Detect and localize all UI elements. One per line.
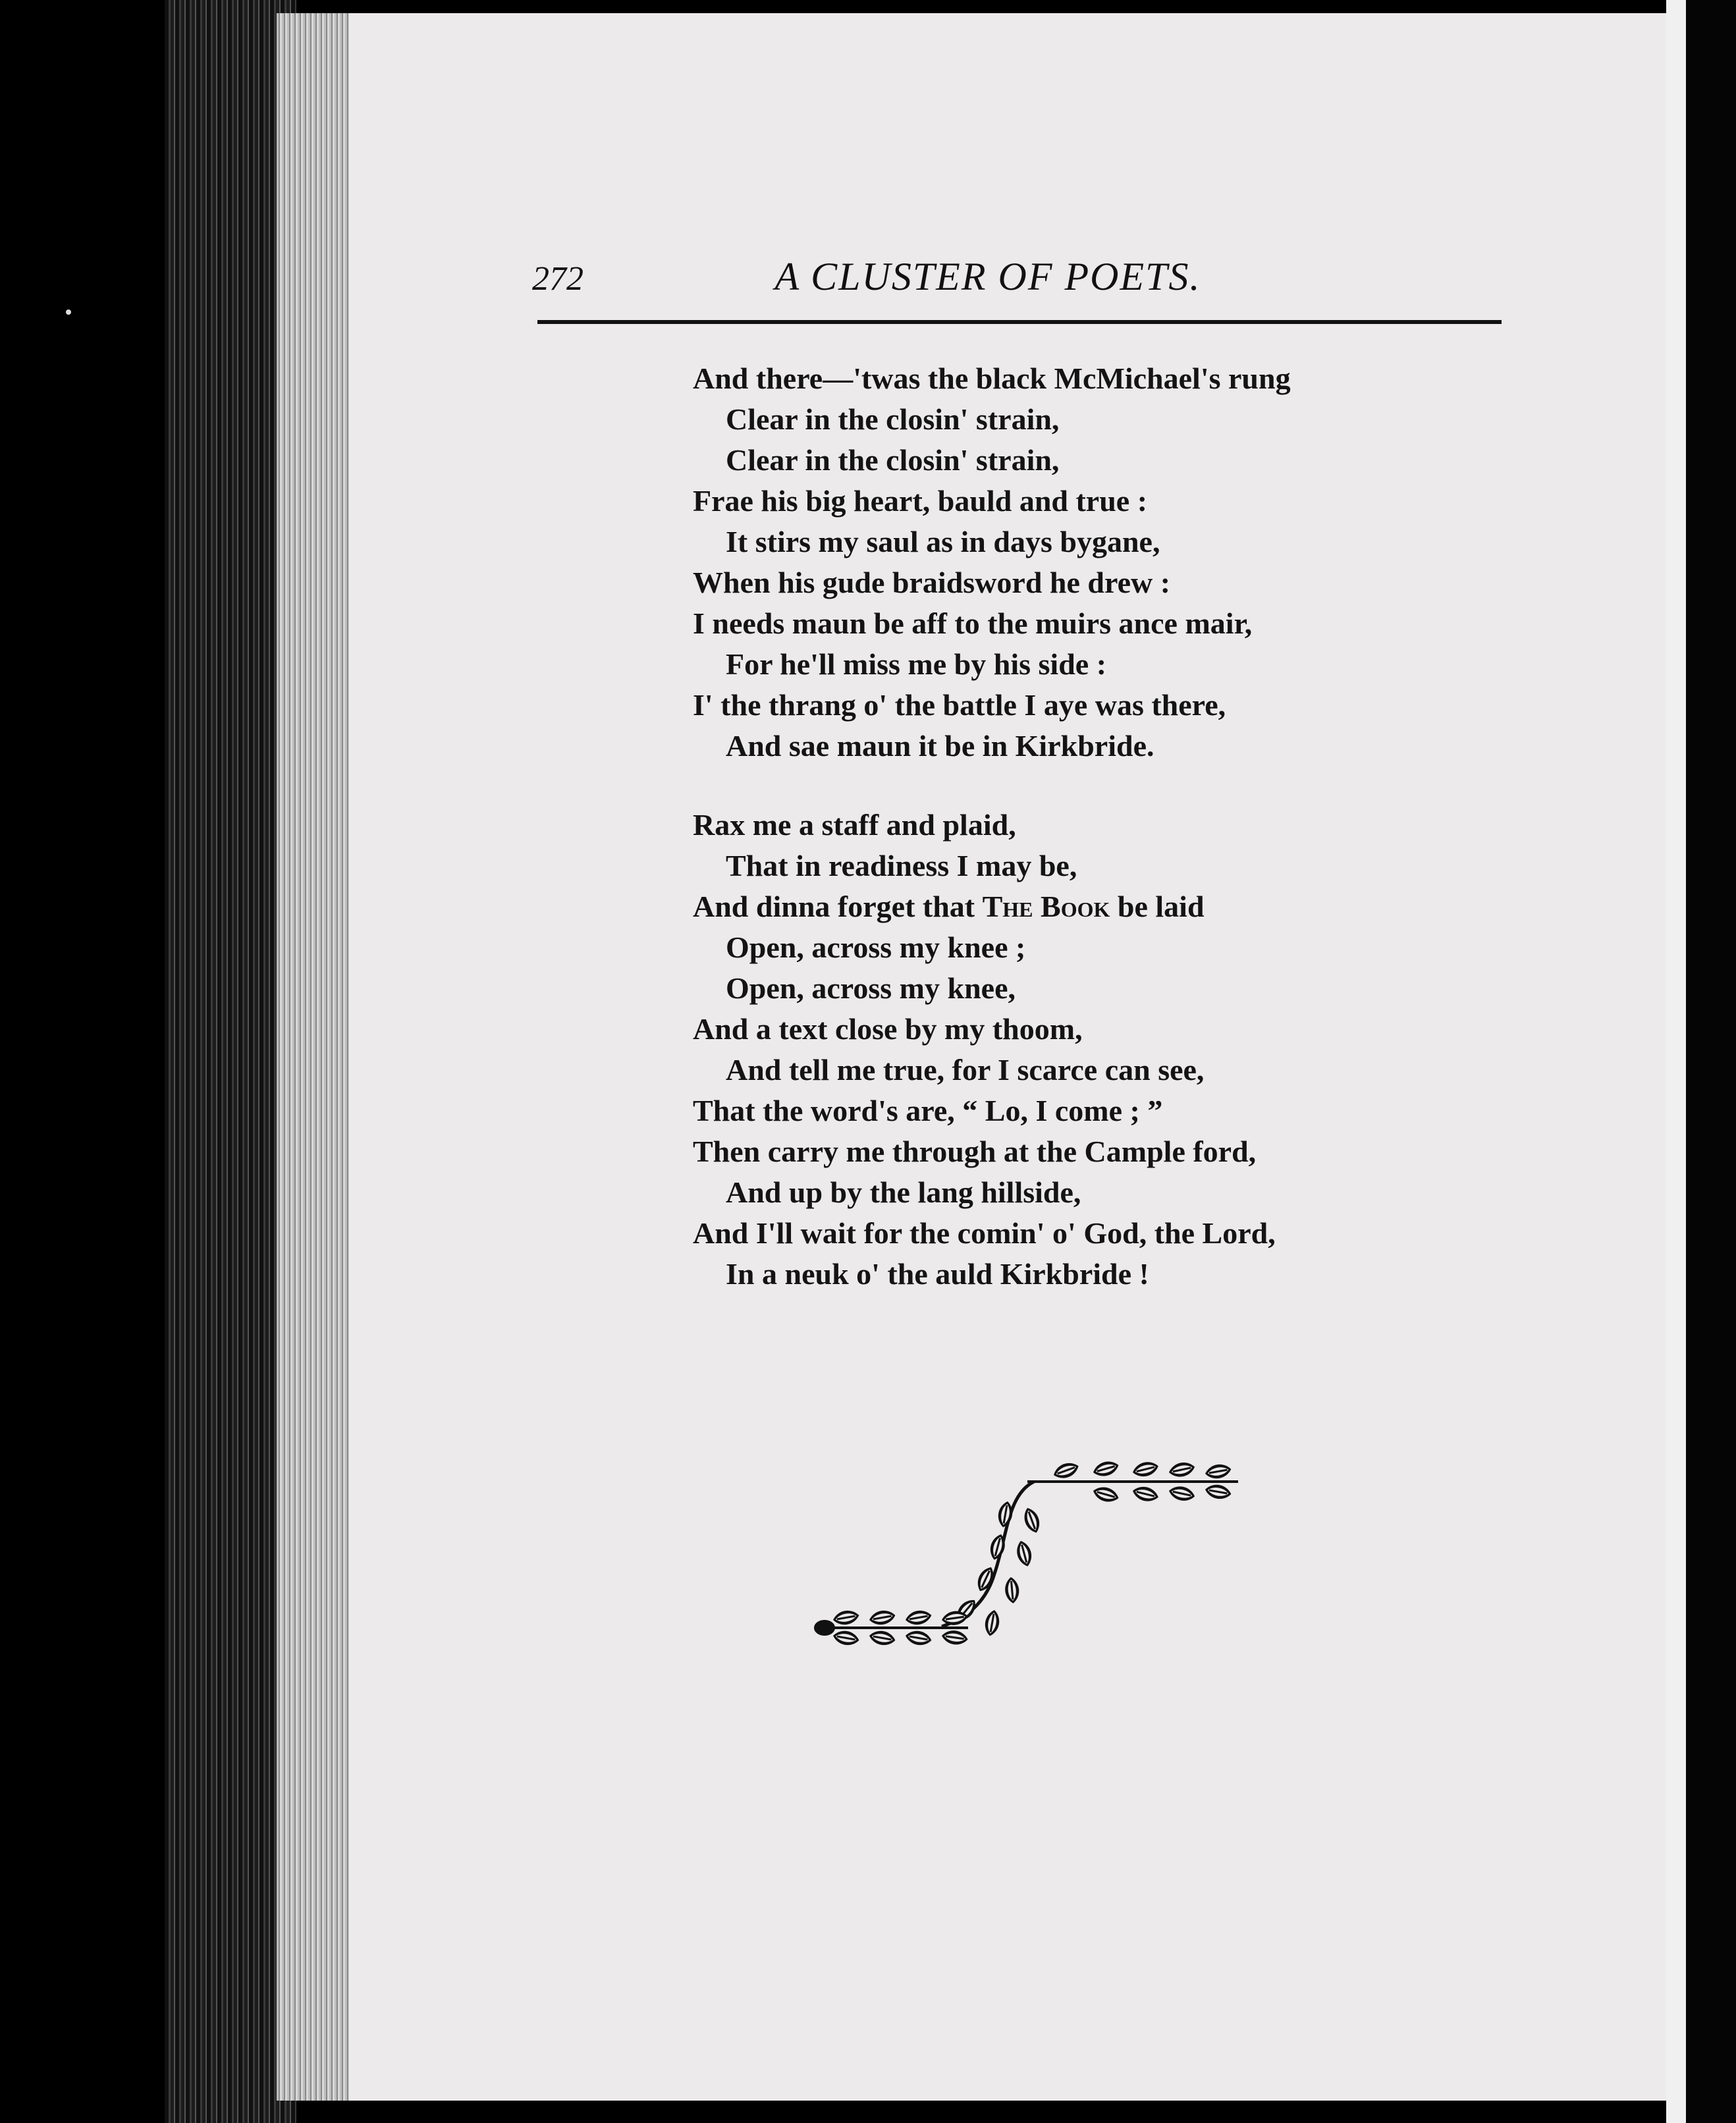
poem-line: Rax me a staff and plaid, bbox=[693, 808, 1016, 842]
poem-line: And sae maun it be in Kirkbride. bbox=[726, 729, 1154, 763]
poem-line: For he'll miss me by his side : bbox=[726, 647, 1107, 681]
scan-speck bbox=[66, 309, 71, 315]
poem-line: Clear in the closin' strain, bbox=[726, 443, 1060, 477]
poem-line bbox=[693, 886, 1205, 927]
poem-line: I' the thrang o' the battle I aye was there, bbox=[693, 688, 1226, 722]
page-edges bbox=[277, 13, 349, 2101]
header-rule bbox=[537, 320, 1502, 324]
small-caps-book: Book bbox=[1041, 890, 1110, 923]
line-text: be laid bbox=[1110, 890, 1205, 923]
poem-line: And there—'twas the black McMichael's rung bbox=[693, 362, 1291, 395]
poem-line: In a neuk o' the auld Kirkbride ! bbox=[726, 1257, 1149, 1291]
poem-line: I needs maun be aff to the muirs ance mair, bbox=[693, 606, 1253, 640]
poem-line: Then carry me through at the Cample ford, bbox=[693, 1135, 1257, 1168]
poem bbox=[693, 358, 1483, 1306]
poem-line: And I'll wait for the comin' o' God, the Lord, bbox=[693, 1216, 1276, 1250]
page-number: 272 bbox=[532, 260, 583, 298]
poem-line: It stirs my saul as in days bygane, bbox=[726, 525, 1160, 558]
page-fold bbox=[1666, 0, 1686, 2123]
poem-line: And tell me true, for I scarce can see, bbox=[726, 1053, 1205, 1087]
laurel-swash-ornament-icon bbox=[810, 1455, 1245, 1653]
line-text: And dinna forget that bbox=[693, 890, 983, 923]
poem-line: Frae his big heart, bauld and true : bbox=[693, 484, 1148, 518]
poem-line: Open, across my knee, bbox=[726, 971, 1016, 1005]
poem-line: Clear in the closin' strain, bbox=[726, 402, 1060, 436]
poem-line: When his gude braidsword he drew : bbox=[693, 566, 1171, 599]
poem-line: That in readiness I may be, bbox=[726, 849, 1077, 882]
poem-line: Open, across my knee ; bbox=[726, 930, 1026, 964]
running-title: A CLUSTER OF POETS. bbox=[774, 255, 1201, 298]
poem-line: That the word's are, “ Lo, I come ; ” bbox=[693, 1094, 1163, 1127]
space bbox=[1033, 890, 1041, 923]
small-caps-the: The bbox=[982, 890, 1033, 923]
scan-border bbox=[1686, 0, 1736, 2123]
poem-line: And a text close by my thoom, bbox=[693, 1012, 1083, 1046]
poem-line: And up by the lang hillside, bbox=[726, 1175, 1081, 1209]
